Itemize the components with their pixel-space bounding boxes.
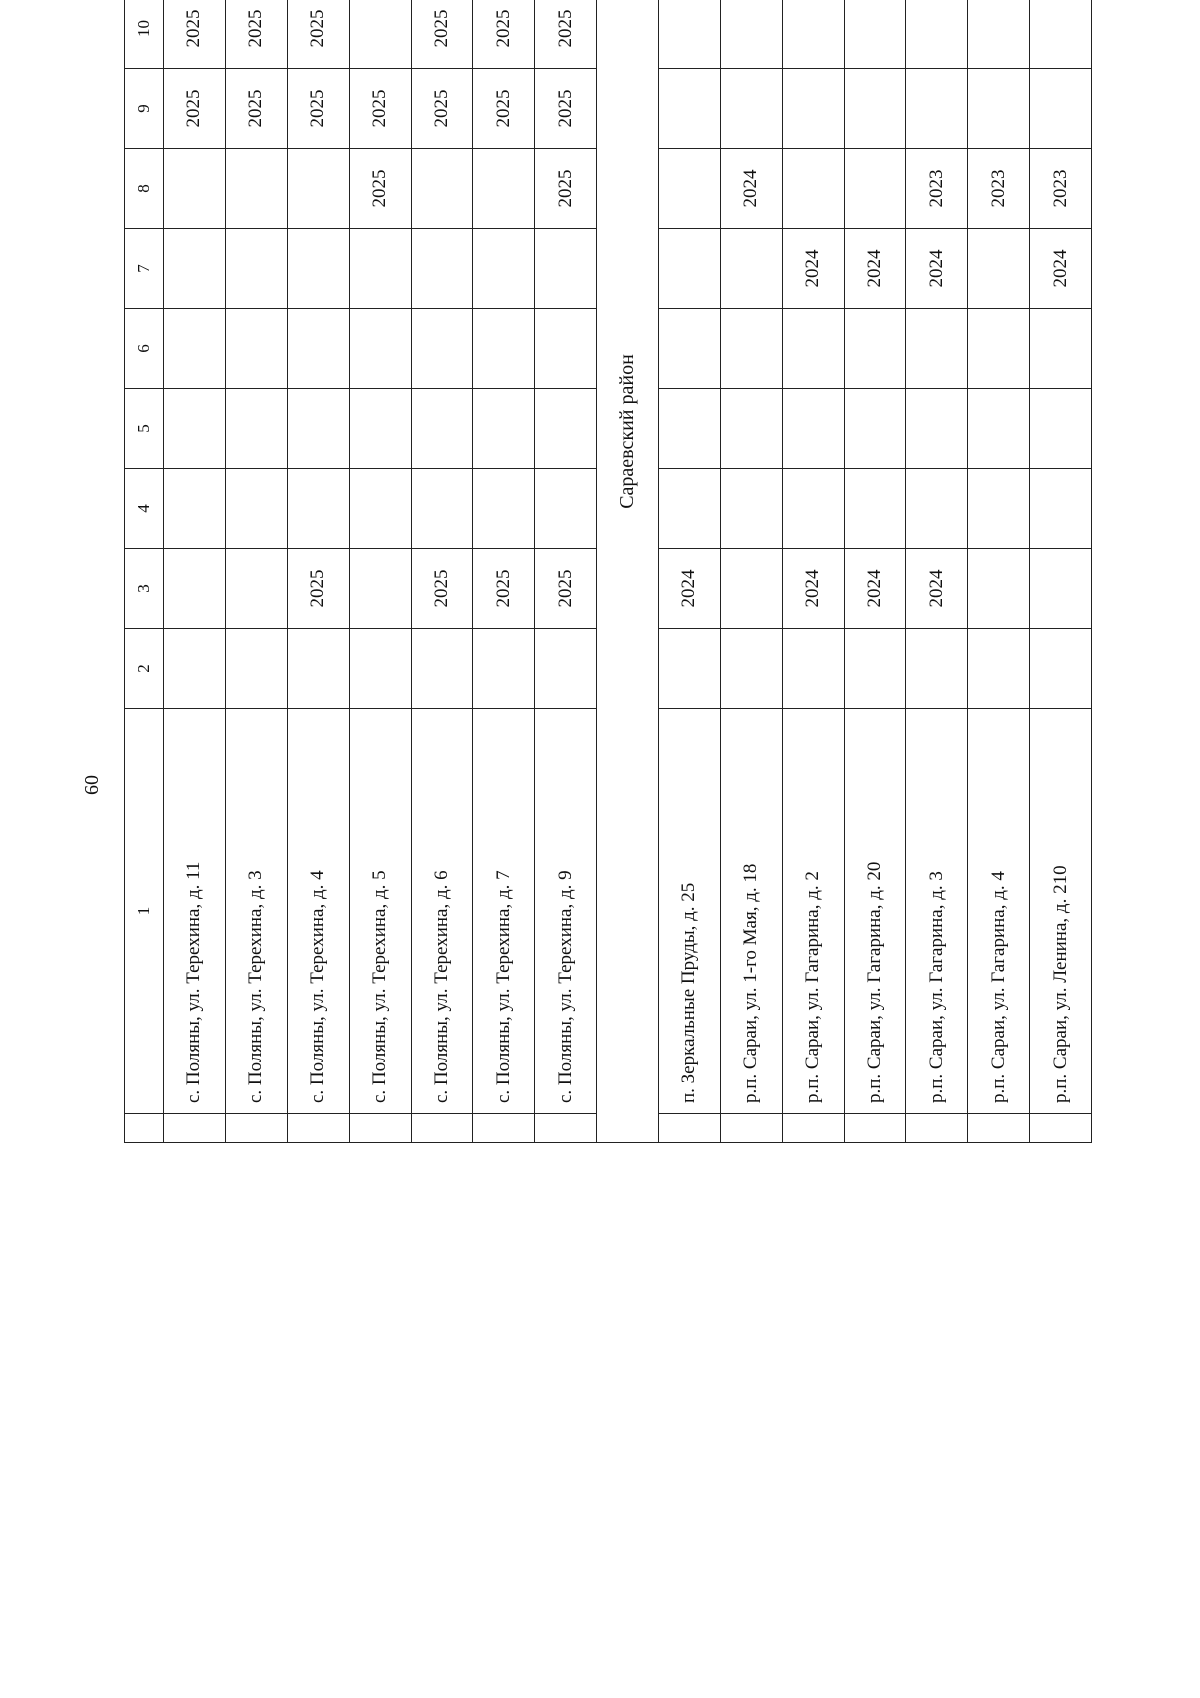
table-row: [411, 0, 473, 1143]
year-cell: [473, 229, 535, 309]
address-cell: р.п. Сараи, ул. Гагарина, д. 20: [844, 709, 906, 1114]
address-cell: с. Поляны, ул. Терехина, д. 5: [349, 709, 411, 1114]
year-cell: [535, 229, 597, 309]
year-cell: [720, 0, 782, 69]
year-cell: [906, 309, 968, 389]
year-cell: [968, 629, 1030, 709]
year-cell: [844, 389, 906, 469]
table-row: [287, 0, 349, 1143]
year-cell: 2024: [844, 549, 906, 629]
year-cell: [906, 469, 968, 549]
header-row: [125, 0, 164, 1143]
year-cell: [1030, 469, 1092, 549]
year-cell: 2025: [535, 549, 597, 629]
year-cell: [164, 629, 226, 709]
year-cell: 2024: [906, 229, 968, 309]
year-cell: [968, 229, 1030, 309]
table-row: [473, 0, 535, 1143]
year-cell: [225, 629, 287, 709]
year-cell: [906, 69, 968, 149]
year-cell: [968, 69, 1030, 149]
column-header-5: 5: [125, 389, 164, 469]
year-cell: [658, 309, 720, 389]
row-spacer-cell: [782, 1114, 844, 1143]
address-cell: с. Поляны, ул. Терехина, д. 7: [473, 709, 535, 1114]
year-cell: [349, 389, 411, 469]
year-cell: [968, 549, 1030, 629]
address-cell: р.п. Сараи, ул. Гагарина, д. 2: [782, 709, 844, 1114]
header-spacer-cell: [125, 1114, 164, 1143]
year-cell: [164, 549, 226, 629]
year-cell: [225, 469, 287, 549]
address-cell: р.п. Сараи, ул. Гагарина, д. 3: [906, 709, 968, 1114]
table-row: [906, 0, 968, 1143]
year-cell: [287, 229, 349, 309]
year-cell: 2025: [411, 549, 473, 629]
year-cell: [164, 149, 226, 229]
address-cell: п. Зеркальные Пруды, д. 25: [658, 709, 720, 1114]
row-spacer-cell: [164, 1114, 226, 1143]
year-cell: [720, 69, 782, 149]
year-cell: 2024: [844, 229, 906, 309]
address-cell: с. Поляны, ул. Терехина, д. 3: [225, 709, 287, 1114]
row-spacer-cell: [906, 1114, 968, 1143]
year-cell: [411, 389, 473, 469]
year-cell: [225, 549, 287, 629]
year-cell: [473, 309, 535, 389]
year-cell: [1030, 309, 1092, 389]
table-row: [720, 0, 782, 1143]
column-header-2: 2: [125, 629, 164, 709]
year-cell: 2025: [411, 69, 473, 149]
year-cell: [844, 309, 906, 389]
year-cell: 2025: [287, 0, 349, 69]
year-cell: [844, 149, 906, 229]
year-cell: 2024: [1030, 229, 1092, 309]
year-cell: 2024: [782, 229, 844, 309]
year-cell: [720, 469, 782, 549]
year-cell: [349, 549, 411, 629]
table-row: [658, 0, 720, 1143]
year-cell: [782, 309, 844, 389]
address-cell: с. Поляны, ул. Терехина, д. 6: [411, 709, 473, 1114]
year-cell: [782, 469, 844, 549]
year-cell: [720, 549, 782, 629]
section-title: Сараевский район: [597, 0, 659, 1143]
year-cell: 2023: [906, 149, 968, 229]
year-cell: [411, 469, 473, 549]
year-cell: [164, 389, 226, 469]
year-cell: [658, 469, 720, 549]
schedule-table: [124, 0, 1092, 1143]
year-cell: [720, 229, 782, 309]
year-cell: [658, 389, 720, 469]
year-cell: [287, 149, 349, 229]
year-cell: [287, 469, 349, 549]
year-cell: [225, 309, 287, 389]
year-cell: [349, 469, 411, 549]
year-cell: [1030, 69, 1092, 149]
row-spacer-cell: [411, 1114, 473, 1143]
year-cell: [968, 0, 1030, 69]
year-cell: [844, 69, 906, 149]
year-cell: 2025: [287, 549, 349, 629]
year-cell: [535, 389, 597, 469]
year-cell: [164, 309, 226, 389]
year-cell: 2025: [287, 69, 349, 149]
year-cell: [473, 389, 535, 469]
year-cell: 2025: [535, 69, 597, 149]
column-header-3: 3: [125, 549, 164, 629]
year-cell: 2024: [720, 149, 782, 229]
year-cell: 2024: [658, 549, 720, 629]
year-cell: 2024: [906, 549, 968, 629]
year-cell: [658, 69, 720, 149]
address-cell: р.п. Сараи, ул. Ленина, д. 210: [1030, 709, 1092, 1114]
year-cell: [720, 389, 782, 469]
column-header-6: 6: [125, 309, 164, 389]
column-header-7: 7: [125, 229, 164, 309]
year-cell: [1030, 0, 1092, 69]
column-header-10: 10: [125, 0, 164, 69]
year-cell: [844, 469, 906, 549]
row-spacer-cell: [535, 1114, 597, 1143]
year-cell: [720, 309, 782, 389]
year-cell: 2025: [535, 149, 597, 229]
row-spacer-cell: [1030, 1114, 1092, 1143]
row-spacer-cell: [968, 1114, 1030, 1143]
row-spacer-cell: [225, 1114, 287, 1143]
year-cell: [473, 629, 535, 709]
year-cell: 2025: [225, 69, 287, 149]
column-header-8: 8: [125, 149, 164, 229]
address-cell: р.п. Сараи, ул. 1-го Мая, д. 18: [720, 709, 782, 1114]
year-cell: 2025: [349, 69, 411, 149]
year-cell: [349, 309, 411, 389]
year-cell: 2024: [782, 549, 844, 629]
year-cell: 2025: [349, 149, 411, 229]
row-spacer-cell: [658, 1114, 720, 1143]
row-spacer-cell: [287, 1114, 349, 1143]
year-cell: [1030, 549, 1092, 629]
address-cell: с. Поляны, ул. Терехина, д. 9: [535, 709, 597, 1114]
row-spacer-cell: [349, 1114, 411, 1143]
year-cell: [225, 389, 287, 469]
year-cell: 2025: [535, 0, 597, 69]
year-cell: [658, 629, 720, 709]
table-row: [968, 0, 1030, 1143]
year-cell: 2025: [164, 0, 226, 69]
year-cell: [782, 0, 844, 69]
table-row: [225, 0, 287, 1143]
year-cell: [906, 0, 968, 69]
column-header-1: 1: [125, 709, 164, 1114]
table-row: [164, 0, 226, 1143]
year-cell: [411, 229, 473, 309]
year-cell: [287, 389, 349, 469]
column-header-4: 4: [125, 469, 164, 549]
year-cell: 2023: [968, 149, 1030, 229]
row-spacer-cell: [473, 1114, 535, 1143]
table-row: [535, 0, 597, 1143]
year-cell: [658, 229, 720, 309]
year-cell: 2025: [473, 69, 535, 149]
year-cell: 2025: [473, 0, 535, 69]
year-cell: 2025: [164, 69, 226, 149]
table-row: [844, 0, 906, 1143]
year-cell: 2025: [473, 549, 535, 629]
year-cell: [782, 69, 844, 149]
year-cell: [473, 469, 535, 549]
year-cell: [411, 149, 473, 229]
year-cell: [968, 469, 1030, 549]
table-row: [782, 0, 844, 1143]
year-cell: [844, 629, 906, 709]
row-spacer-cell: [844, 1114, 906, 1143]
table-row: [1030, 0, 1092, 1143]
year-cell: [349, 0, 411, 69]
year-cell: [287, 629, 349, 709]
year-cell: [349, 629, 411, 709]
year-cell: [658, 0, 720, 69]
year-cell: [287, 309, 349, 389]
year-cell: [968, 309, 1030, 389]
year-cell: [782, 149, 844, 229]
address-cell: с. Поляны, ул. Терехина, д. 4: [287, 709, 349, 1114]
page-number: 60: [81, 775, 103, 795]
address-cell: р.п. Сараи, ул. Гагарина, д. 4: [968, 709, 1030, 1114]
year-cell: [782, 389, 844, 469]
year-cell: [720, 629, 782, 709]
year-cell: [349, 229, 411, 309]
table-row: [349, 0, 411, 1143]
year-cell: [535, 469, 597, 549]
year-cell: [658, 149, 720, 229]
year-cell: [411, 309, 473, 389]
year-cell: [535, 309, 597, 389]
year-cell: [1030, 389, 1092, 469]
year-cell: [906, 629, 968, 709]
year-cell: [164, 229, 226, 309]
section-row: [597, 0, 659, 1143]
year-cell: 2025: [411, 0, 473, 69]
year-cell: [225, 229, 287, 309]
year-cell: [782, 629, 844, 709]
rotated-table-wrapper: [124, 9, 1092, 1143]
year-cell: 2025: [225, 0, 287, 69]
year-cell: [164, 469, 226, 549]
year-cell: [473, 149, 535, 229]
year-cell: [535, 629, 597, 709]
year-cell: [844, 0, 906, 69]
address-cell: с. Поляны, ул. Терехина, д. 11: [164, 709, 226, 1114]
year-cell: [411, 629, 473, 709]
rotated-table-frame: [124, 9, 1092, 1143]
year-cell: [1030, 629, 1092, 709]
year-cell: 2023: [1030, 149, 1092, 229]
row-spacer-cell: [720, 1114, 782, 1143]
year-cell: [968, 389, 1030, 469]
year-cell: [906, 389, 968, 469]
year-cell: [225, 149, 287, 229]
column-header-9: 9: [125, 69, 164, 149]
